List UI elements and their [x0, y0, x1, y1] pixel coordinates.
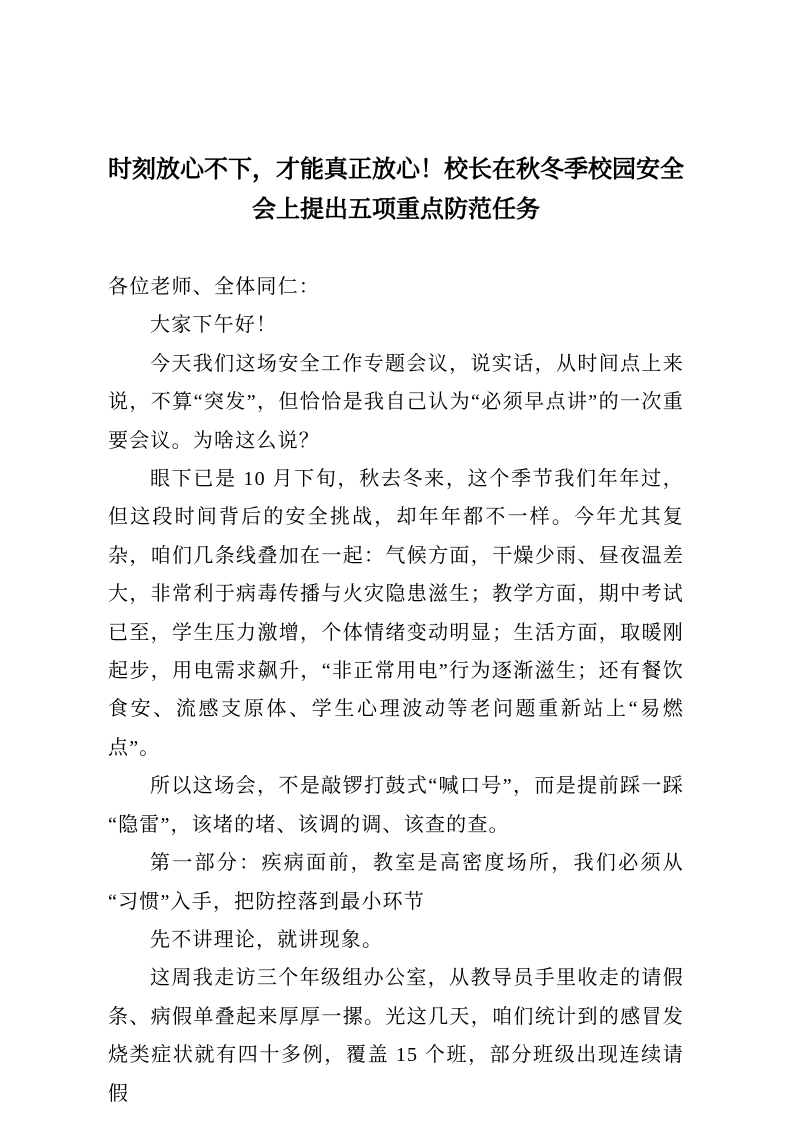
- document-title: 时刻放心不下，才能真正放心！校长在秋冬季校园安全会上提出五项重点防范任务: [108, 157, 684, 223]
- paragraph: 今天我们这场安全工作专题会议，说实话，从时间点上来说，不算“突发”，但恰恰是我自己认为“必须早点讲”的一次重要会议。为啥这么说？: [108, 352, 684, 452]
- paragraph: 这周我走访三个年级组办公室，从教导员手里收走的请假条、病假单叠起来厚厚一摞。光这几天，咱们统计到的感冒发烧类症状就有四十多例，覆盖 15 个班，部分班级出现连续请假: [108, 967, 684, 1105]
- paragraph-section-heading: 第一部分：疾病面前，教室是高密度场所，我们必须从“习惯”入手，把防控落到最小环节: [108, 852, 684, 913]
- paragraph: 眼下已是 10 月下旬，秋去冬来，这个季节我们年年过，但这段时间背后的安全挑战，却年年都不一样。今年尤其复杂，咱们几条线叠加在一起：气候方面，干燥少雨、昼夜温差大，非常利于病毒传播与火灾隐患滋生；教学方面，期中考试已至，学生压力激增，个体情绪变动明显；生活方面，取暖刚起步，用电需求飙升，“非正常用电”行为逐渐滋生；还有餐饮食安、流感支原体、学生心理波动等老问题重新站上“易燃点”。: [108, 468, 684, 759]
- document-body: [108, 268, 684, 1113]
- paragraph: 所以这场会，不是敲锣打鼓式“喊口号”，而是提前踩一踩“隐雷”，该堵的堵、该调的调、该查的查。: [108, 775, 684, 836]
- paragraph-greeting: 大家下午好！: [150, 314, 278, 337]
- paragraph: 先不讲理论，就讲现象。: [150, 928, 384, 951]
- paragraph-salutation: 各位老师、全体同仁：: [108, 276, 320, 298]
